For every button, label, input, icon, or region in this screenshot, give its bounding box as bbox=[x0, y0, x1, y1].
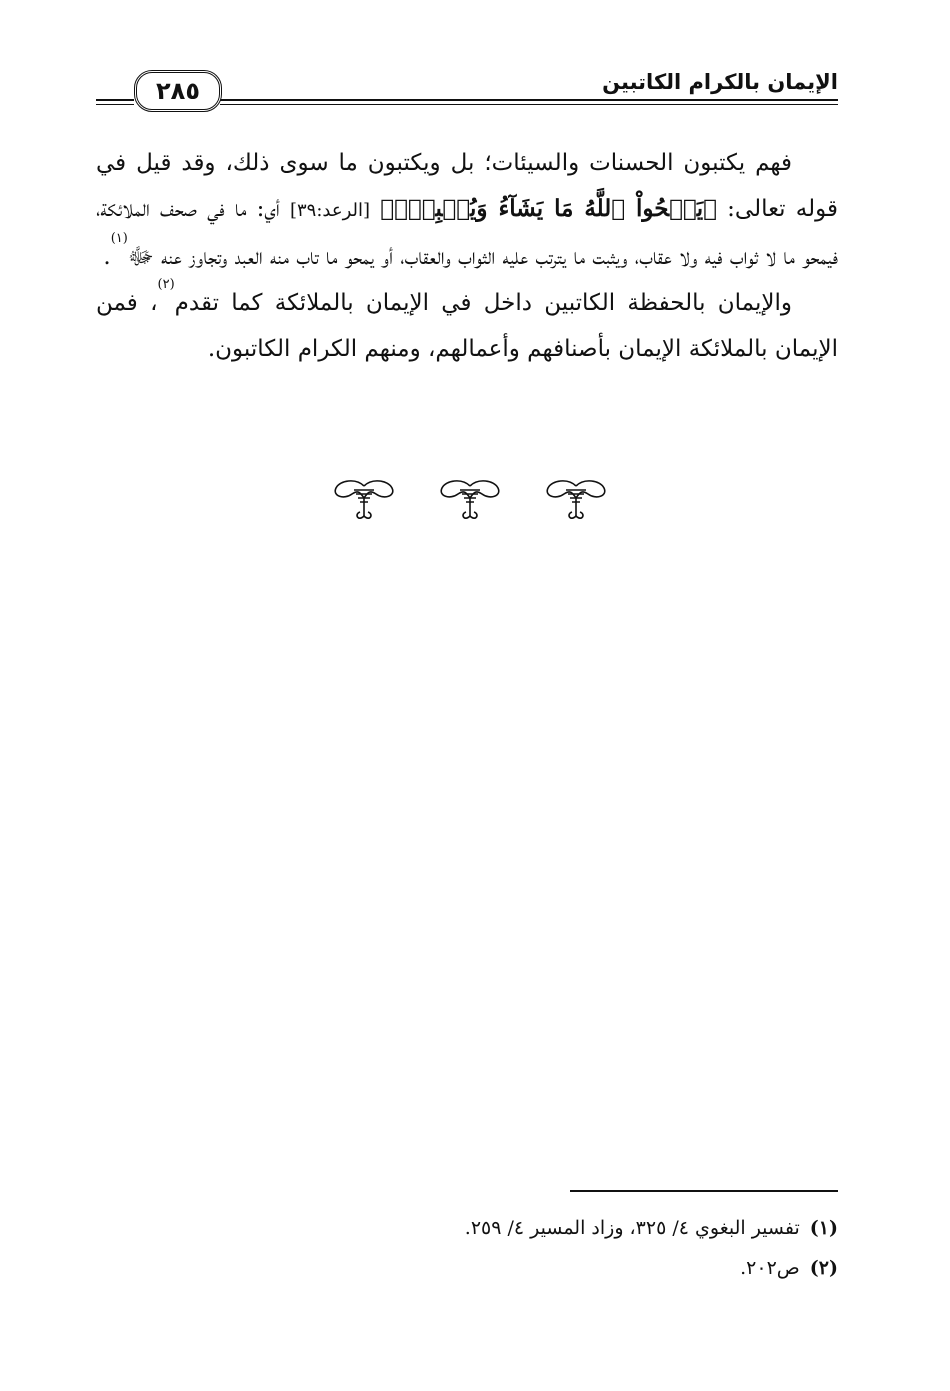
quran-verse: ﴿يَمۡحُواْ ٱللَّهُ مَا يَشَآءُ وَيُثۡبِتُۖ﴾ bbox=[380, 195, 717, 222]
footnote-2 bbox=[96, 1248, 838, 1288]
p1-end: . bbox=[103, 244, 111, 270]
footnote-marker-2[interactable]: (٢) bbox=[157, 277, 175, 292]
p1-rest: أي: ما في صحف الملائكة، فيمحو ما لا ثواب فيه ولا عقاب، ويثبت ما يترتب عليه الثواب والعقاب، أو يمحو ما تاب منه العبد وتجاوز عنه ﷻ bbox=[96, 196, 838, 270]
footnote-1 bbox=[96, 1208, 838, 1248]
footnote-2-number: (٢) bbox=[809, 1257, 838, 1279]
footnote-1-number: (١) bbox=[809, 1217, 838, 1239]
p2-before: والإيمان بالحفظة الكاتبين داخل في الإيمان بالملائكة كما تقدم bbox=[174, 290, 792, 316]
floral-ornament-icon bbox=[542, 478, 610, 524]
header-rule-right-thin bbox=[220, 104, 838, 105]
p1-line1: فهم يكتبون الحسنات والسيئات؛ بل ويكتبون ما سوى ذلك، وقد قيل في قوله تعالى: bbox=[96, 150, 839, 222]
section-divider bbox=[330, 478, 610, 528]
header-rule-right bbox=[220, 99, 838, 101]
floral-ornament-icon bbox=[330, 478, 398, 524]
paragraph-2 bbox=[96, 277, 838, 372]
paragraph-1 bbox=[96, 140, 838, 280]
page-number-text: ٢٨٥ bbox=[156, 77, 200, 105]
verse-reference: [الرعد:٣٩] bbox=[289, 200, 371, 221]
footnote-1-text: تفسير البغوي ٤/ ٣٢٥، وزاد المسير ٤/ ٢٥٩. bbox=[464, 1217, 800, 1239]
floral-ornament-icon bbox=[436, 478, 504, 524]
main-text bbox=[96, 140, 838, 372]
running-title: الإيمان بالكرام الكاتبين bbox=[602, 70, 838, 94]
header-rule-left bbox=[96, 99, 134, 101]
footnotes bbox=[96, 1208, 838, 1288]
page-number bbox=[134, 70, 222, 112]
footnote-2-text: ص٢٠٢. bbox=[740, 1257, 800, 1279]
header-rule-left-thin bbox=[96, 104, 134, 105]
p2-after: ، فمن الإيمان بالملائكة الإيمان بأصنافهم وأعمالهم، ومنهم الكرام الكاتبون. bbox=[96, 290, 838, 362]
page-header bbox=[96, 62, 838, 120]
footnote-marker-1[interactable]: (١) bbox=[110, 231, 128, 246]
footnote-separator bbox=[570, 1190, 838, 1192]
